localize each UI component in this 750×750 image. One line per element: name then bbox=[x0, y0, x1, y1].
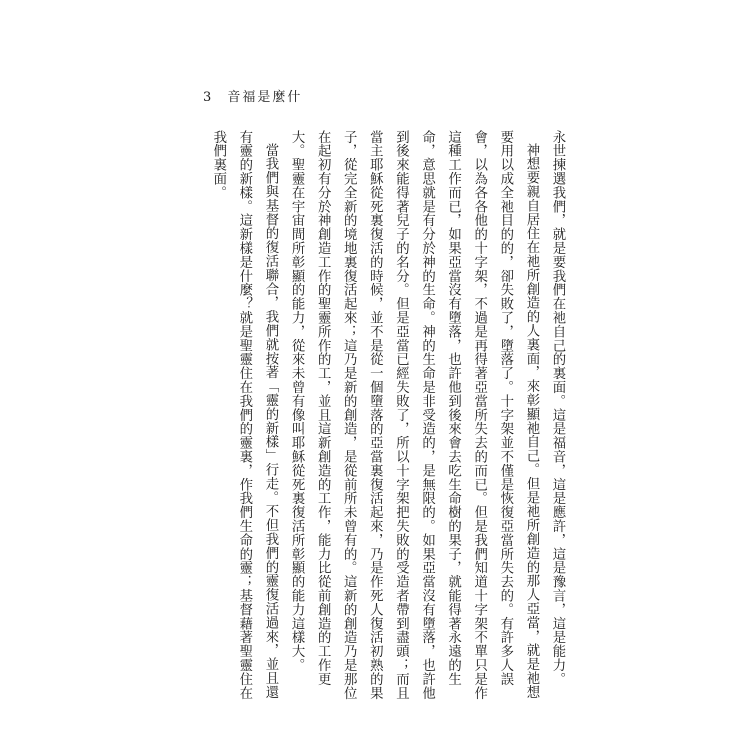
page-number: 3 bbox=[203, 90, 214, 105]
vertical-text-block bbox=[205, 130, 570, 700]
paragraph: 神想要親自居住在祂所創造的人裏面，來彰顯祂自己。但是祂所創造的那人亞當，就是祂想要用以成全祂目的的，卻失敗了，墮落了。十字架並不僅是恢復亞當所失去的。有許多人誤會，以為各各他的十字架，不過是再得著亞當所失去的而已。但是我們知道十字架不單只是作這種工作而已，如果亞當沒有墮落，也許他到後來會去吃生命樹的果子，就能得著永遠的生命，意思就是有分於神的生命。神的生命是非受造的，是無限的。如果亞當沒有墮落，也許他到後來能得著兒子的名分。但是亞當已經失敗了，所以十字架把失敗的受造者帶到盡頭；而且當主耶穌從死裏復活的時候，並不是從一個墮落的亞當裏復活起來，乃是作死人復活初熟的果子，從完全新的境地裏復活起來；這乃是新的創造，是從前所未曾有的。這新的創造乃是那位在起初有分於神創造工作的聖靈所作的工，並且這新創造的工作，能力比從前創造的工作更大。聖靈在宇宙間所彰顯的能力，從來未曾有像叫耶穌從死裏復活所彰顯的能力這樣大。 bbox=[289, 130, 539, 700]
running-header bbox=[203, 86, 302, 105]
running-title: 音福是麼什 bbox=[227, 90, 303, 105]
paragraph: 當我們與基督的復活聯合，我們就按著「靈的新樣」行走。不但我們的靈復活過來，並且還有靈的新樣。這新樣是什麼？就是聖靈住在我們的靈裏，作我們生命的靈；基督藉著聖靈住在我們裏面。 bbox=[210, 130, 278, 700]
paragraph: 永世揀選我們，就是要我們在祂自己的裏面。這是福音，這是應許，這是豫言，這是能力。 bbox=[550, 130, 565, 686]
